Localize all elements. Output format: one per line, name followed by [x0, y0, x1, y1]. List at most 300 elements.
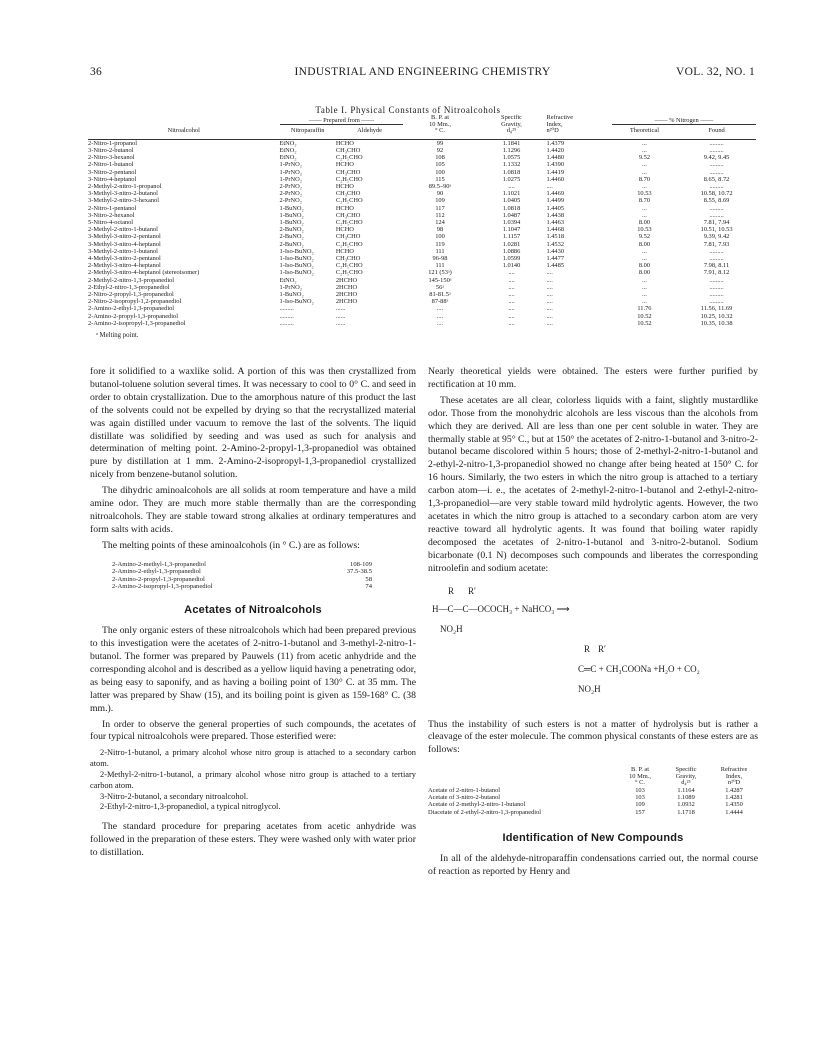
table-cell: C₂H₅CHO — [335, 219, 363, 227]
table-cell: 2-Methyl-2-nitro-1,3-propanediol — [88, 276, 175, 284]
eq-rp: R′ — [468, 585, 476, 596]
table-cell: 100 — [435, 233, 445, 241]
table-cell: .... — [508, 319, 515, 327]
table-cell: 2-PrNO₂ — [279, 183, 302, 190]
bp-header: B. P. at 10 Mm., ° C. — [629, 766, 651, 787]
table-cell: ... — [642, 146, 647, 154]
table-cell: 3-Nitro-4-heptanol — [88, 175, 137, 183]
table-cell: 56ᵃ — [435, 283, 445, 291]
table-footnote: ᵃ Melting point. — [96, 332, 139, 339]
table-row — [88, 197, 756, 204]
table-cell: 2-Nitro-2-isopropyl-1,2-propanediol — [88, 298, 182, 306]
table-cell: Diacetate of 2-ethyl-2-nitro-1,3-propanediol — [428, 808, 542, 816]
table-cell: ......... — [709, 247, 724, 255]
page-number: 36 — [90, 66, 103, 78]
paragraph: Nearly theoretical yields were obtained. The esters were further purified by rectification at 10 mm. — [428, 366, 758, 390]
table-cell: 3-Methyl-2-nitro-1-butanol — [88, 247, 158, 255]
table-cell: CH₃CHO — [335, 168, 361, 176]
table-cell: 1.0599 — [502, 255, 521, 263]
paragraph: These acetates are all clear, colorless liquids with a faint, slightly mustardlike odor. Those from the monohydric alcohols are less viscous than the alcohols from which they are derived. All are less than one per cent soluble in water. They are thermally stable at 95° C., but at 150° the acetates of 2-nitro-1-butanol and 3-nitro-2-butanol became discolored within 5 hours; those of 2-methyl-2-nitro-1-butanol and 2-ethyl-2-nitro-1,3-propanediol showed no change after being heated at 150° C. for 16 hours. Similarly, the two esters in which the nitro group is attached to a tertiary carbon atom—i. e., the acetates of 2-methyl-2-nitro-1-butanol and 2-ethyl-2-nitro-1,3-propanediol—are very stable toward mild hydrolytic agents. However, the two acetates in which the nitro group is attached to a secondary carbon atom are very reactive toward all hydrolytic agents. It was found that boiling water rapidly decomposed the acetates of 2-nitro-1-butanol and 3-nitro-2-butanol. Sodium bicarbonate (0.1 N) decomposes such compounds and liberates the corresponding nitroolefin and sodium acetate: — [428, 394, 758, 574]
table-cell: ... — [642, 298, 647, 306]
table-cell: 2-Methyl-3-nitro-4-heptanol (stereoisomer) — [88, 269, 200, 277]
table-cell: 5-Nitro-4-octanol — [88, 219, 134, 227]
table-cell: 8.00 — [638, 262, 651, 270]
table-cell: 3-Methyl-3-nitro-4-heptanol — [88, 240, 161, 248]
table-cell: 8.70 — [638, 175, 651, 183]
table-cell: 1.0275 — [502, 175, 521, 183]
table-cell: CH₃CHO — [335, 233, 361, 241]
table-row — [88, 219, 756, 226]
eq-no2b: NO₂H — [578, 683, 601, 694]
table-cell: CH₃CHO — [335, 146, 361, 154]
table-cell: 1.4444 — [725, 808, 743, 816]
nitroalcohol-header: Nitroalcohol — [167, 127, 200, 135]
table-cell: 1.4438 — [546, 211, 565, 219]
table-cell: 2-Methyl-2-nitro-1-propanol — [88, 183, 162, 190]
table-cell: 2HCHO — [335, 276, 358, 284]
table-cell: 145-150ᵃ — [428, 276, 452, 284]
table-cell: 1.4379 — [546, 139, 565, 147]
table-cell: 2HCHO — [335, 291, 358, 299]
table-cell: 7.81, 7.93 — [703, 240, 730, 248]
table-cell: HCHO — [335, 161, 354, 169]
paragraph: fore it solidified to a waxlike solid. A portion of this was then crystallized from butanol-toluene solution several times. It was necessary to cool to 0° C. and seed in order to obtain crystallization. Due to the amorphous nature of this product the last of the solvents could not be expelled by drying so that the recrystallized material was again distilled under vacuum to remove the last of the solvents. The liquid distillate was solidified by seeding and was used as such for analysis and determination of melting point. 2-Amino-2-propyl-1,3-propanediol was obtained pure by distillation at 1 mm. 2-Amino-2-isopropyl-1,3-propanediol crystallized nicely from benzene-butanol solution. — [90, 366, 416, 481]
table-row — [88, 241, 756, 248]
list-item: 2-Nitro-1-butanol, a primary alcohol whose nitro group is attached to a secondary carbon atom. — [90, 748, 416, 769]
table-cell: 1.0932 — [677, 801, 695, 809]
table-cell: 1-Iso-BuNO₂ — [279, 247, 314, 255]
table-cell: 10.53 — [637, 226, 652, 234]
table-cell: 1.4469 — [546, 190, 565, 198]
nitrogen-header: —— % Nitrogen —— — [612, 115, 756, 125]
table-cell: 108 — [435, 154, 445, 162]
table-row — [88, 233, 756, 240]
table-cell: 1-PrNO₂ — [279, 168, 302, 176]
table-cell: Acetate of 3-nitro-2-butanol — [428, 794, 501, 802]
table-cell: 1-Iso-BuNO₂ — [279, 255, 314, 263]
table-cell: 3-Methyl-3-nitro-2-pentanol — [88, 233, 161, 241]
table-row — [428, 794, 758, 801]
table-cell: 1-BuNO₂ — [279, 211, 304, 219]
table-cell: 8.65, 8.72 — [703, 175, 730, 183]
table-row — [88, 262, 756, 269]
table-cell: ... — [642, 139, 647, 147]
table-cell: 1.1164 — [677, 787, 695, 794]
table-cell: 2-Amino-2-propyl-1,3-propanediol — [88, 312, 178, 320]
table-cell: ......... — [279, 312, 294, 320]
volume-label: VOL. 32, NO. 1 — [676, 66, 755, 78]
table-cell: 1.4281 — [725, 794, 743, 802]
table-cell: HCHO — [335, 247, 354, 255]
table-cell: ... — [642, 283, 647, 291]
left-column — [90, 366, 416, 863]
table-cell: 1.0487 — [502, 211, 521, 219]
table-row — [428, 787, 758, 794]
table-cell: ......... — [709, 204, 724, 212]
table-cell: ... — [642, 204, 647, 212]
table-row — [88, 298, 756, 305]
table-cell: 10.52 — [637, 319, 652, 327]
table-cell: 1.4532 — [546, 240, 565, 248]
sg-header: Specific Gravity, d₄²⁵ — [501, 114, 522, 135]
table-cell: 1.4430 — [546, 247, 565, 255]
table-cell: 9.52 — [638, 233, 651, 241]
section-heading: Identification of New Compounds — [502, 831, 684, 844]
table-row — [88, 147, 756, 154]
table-cell: 1-Iso-BuNO₂ — [279, 298, 314, 306]
nitroalcohol-table — [88, 115, 756, 327]
table-row — [88, 183, 756, 190]
table-cell: 1.4390 — [546, 161, 565, 169]
table-cell: 124 — [435, 219, 445, 227]
table-cell: CH₃CHO — [335, 190, 361, 198]
eq-r: R — [448, 585, 455, 596]
table-cell: 3-Methyl-3-nitro-2-butanol — [88, 190, 158, 198]
eq-no2: NO₂H — [440, 623, 463, 634]
table-cell: 3-Nitro-2-butanol — [88, 146, 134, 154]
table-cell: 9.42, 9.45 — [703, 154, 730, 162]
table-cell: 3-Nitro-2-hexanol — [88, 211, 135, 219]
table-cell: 112 — [435, 211, 445, 219]
table-cell: HCHO — [335, 204, 354, 212]
table-cell: 2HCHO — [335, 298, 358, 306]
table-cell: ......... — [709, 291, 724, 299]
table-row — [88, 320, 756, 327]
table-cell: .... — [508, 276, 515, 284]
table-cell: 8.55, 8.69 — [703, 197, 730, 205]
table-cell: ...... — [335, 305, 346, 313]
table-cell: 1.0818 — [502, 168, 521, 176]
eq-line1: H—C—C—OCOCH₃ + NaHCO₃ ⟶ — [432, 603, 570, 614]
table-cell: 1.4468 — [546, 226, 565, 234]
table-cell: 11.56, 11.69 — [700, 305, 733, 313]
prepared-from-header: —— Prepared from —— — [280, 115, 404, 125]
table-cell: 1.4463 — [546, 219, 565, 227]
table-row — [428, 801, 758, 808]
table-cell: 1.0575 — [502, 154, 521, 162]
table-row — [88, 291, 756, 298]
table-cell: ......... — [709, 183, 724, 190]
table-cell: .... — [546, 276, 553, 284]
paragraph: Thus the instability of such esters is not a matter of hydrolysis but is rather a cleavage of the ester molecule. The common physical constants of these esters are as follows: — [428, 718, 758, 756]
table-cell: .... — [436, 305, 444, 313]
table-cell: 109 — [635, 801, 645, 809]
table-cell: 105 — [435, 161, 445, 169]
table-cell: 4-Methyl-3-nitro-2-pentanol — [88, 255, 161, 263]
table-cell: 1-PrNO₂ — [279, 175, 302, 183]
section-heading: Acetates of Nitroalcohols — [184, 604, 322, 617]
table-cell: 2-Nitro-1-butanol — [88, 161, 134, 169]
list-item: 2-Ethyl-2-nitro-1,3-propanediol, a typical nitroglycol. — [100, 802, 281, 812]
table-row — [88, 313, 756, 320]
table-row — [88, 161, 756, 168]
table-cell: 1.4419 — [546, 168, 565, 176]
table-cell: 100 — [435, 168, 445, 176]
table-cell: .... — [508, 312, 515, 320]
melting-point-list — [112, 561, 372, 591]
table-cell: ... — [642, 211, 647, 219]
table-row — [88, 190, 756, 197]
table-cell: 103 — [635, 787, 645, 794]
table-cell: 2-Amino-2-isopropyl-1,3-propanediol — [88, 319, 186, 327]
table-cell: 1.4485 — [546, 262, 565, 270]
paragraph: The only organic esters of these nitroalcohols which had been prepared previous to this investigation were the acetates of 2-nitro-1-butanol and 3-methyl-2-nitro-1-butanol. The former was prepared by Pauwels (11) from acetic anhydride and the corresponding alcohol and is described as a yellow liquid having a penetrating odor, as being easy to saponify, and as having a boiling point of 130° C. at 35 mm. The latter was prepared by Shaw (15), and its boiling point is given as 159-168° C. (38 mm.). — [90, 625, 416, 714]
table-cell: .... — [508, 305, 515, 313]
table-cell: 121 (53ᵃ) — [428, 269, 452, 277]
table-cell: 117 — [435, 204, 445, 212]
table-cell: 1-Iso-BuNO₂ — [279, 269, 314, 277]
table-cell: .... — [546, 305, 553, 313]
table-cell: 1.1332 — [502, 161, 521, 169]
table-cell: 1.1047 — [502, 226, 521, 234]
table-cell: 1.4287 — [725, 787, 743, 794]
table-cell: ......... — [709, 161, 724, 169]
list-item: 2-Methyl-2-nitro-1-butanol, a primary alcohol whose nitro group is attached to a tertiary carbon atom. — [90, 769, 416, 790]
table-cell: .... — [546, 183, 553, 190]
table-cell: 2-Nitro-1-propanol — [88, 139, 137, 147]
table-row — [88, 277, 756, 284]
table-cell: 1-PrNO₂ — [279, 283, 302, 291]
table-cell: 9.52 — [638, 154, 651, 162]
table-cell: C₂H₅CHO — [335, 269, 363, 277]
table-cell: 10.35, 10.38 — [700, 319, 733, 327]
table-cell: 2-Nitro-3-hexanol — [88, 154, 135, 162]
paragraph: The dihydric aminoalcohols are all solids at room temperature and have a mild amine odor. They are much more stable thermally than are the corresponding nitroalcohols. They are stable toward strong alkalies at ordinary temperatures and form salts with acids. — [90, 485, 416, 535]
table-cell: ... — [642, 276, 647, 284]
aldehyde-header: Aldehyde — [357, 127, 383, 135]
table-cell: 1.0281 — [502, 240, 521, 248]
table-cell: 2-Nitro-2-propyl-1,3-propanediol — [88, 291, 174, 299]
found-header: Found — [708, 127, 725, 135]
table-cell: 8.00 — [638, 269, 651, 277]
table-cell: 109 — [435, 197, 445, 205]
table-cell: .... — [546, 291, 553, 299]
table-cell: ......... — [709, 255, 724, 263]
table-row — [88, 154, 756, 161]
list-item: 3-Nitro-2-butanol, a secondary nitroalcohol. — [100, 791, 249, 801]
table-cell: ......... — [279, 305, 294, 313]
table-row — [88, 205, 756, 212]
table-cell: .... — [436, 319, 444, 327]
table-row — [88, 176, 756, 183]
table-cell: 111 — [435, 262, 445, 270]
table-cell: 1.1157 — [502, 233, 521, 241]
table-cell: 1.4420 — [546, 146, 565, 154]
table-cell: ... — [642, 183, 647, 190]
table-cell: 2-Methyl-3-nitro-4-heptanol — [88, 262, 161, 270]
table-cell: .... — [546, 283, 553, 291]
table-cell: CH₃CHO — [335, 255, 361, 263]
paragraph: The melting points of these aminoalcohols (in ° C.) are as follows: — [102, 539, 360, 551]
table-cell: 89.5–90ᵃ — [428, 183, 452, 190]
eq-line2: C═C + CH₃COONa +H₂O + CO₂ — [578, 663, 700, 674]
table-cell: 98 — [436, 226, 444, 234]
table-row — [88, 212, 756, 219]
table-row — [88, 305, 756, 312]
table-cell: ... — [642, 247, 647, 255]
table-cell: 1.0886 — [502, 247, 521, 255]
table-cell: C₂H₅CHO — [335, 175, 363, 183]
table-cell: ...... — [335, 319, 346, 327]
table-cell: 7.98, 8.11 — [703, 262, 730, 270]
table-cell: C₂H₅CHO — [335, 240, 363, 248]
table-cell: EtNO₂ — [279, 276, 297, 284]
table-cell: ......... — [709, 298, 724, 306]
table-cell: 1.4480 — [546, 154, 565, 162]
table-cell: ......... — [709, 276, 724, 284]
table-cell: CH₃CHO — [335, 211, 361, 219]
table-cell: 1-BuNO₂ — [279, 219, 304, 227]
eq-rp2: R′ — [598, 643, 606, 654]
table-cell: 2-BuNO₂ — [279, 226, 304, 234]
table-cell: 157 — [635, 808, 645, 816]
table-cell: 1.4499 — [546, 197, 565, 205]
table-cell: EtNO₂ — [279, 139, 297, 147]
table-caption: Table I. Physical Constants of Nitroalcohols — [315, 105, 501, 115]
table-cell: 103 — [635, 794, 645, 802]
table-cell: C₂H₅CHO — [335, 262, 363, 270]
table-cell: Acetate of 2-nitro-1-butanol — [428, 787, 501, 794]
table-cell: 96-98 — [432, 255, 448, 263]
eq-r2: R — [584, 643, 591, 654]
table-cell: 2-PrNO₂ — [279, 197, 302, 205]
table-cell: ... — [642, 255, 647, 263]
table-cell: 10.51, 10.53 — [700, 226, 733, 234]
table-cell: 2-BuNO₂ — [279, 233, 304, 241]
table-cell: ... — [642, 168, 647, 176]
table-cell: ...... — [335, 312, 346, 320]
table-cell: 92 — [436, 146, 444, 154]
table-cell: 119 — [435, 240, 445, 248]
table-cell: 3-Methyl-2-nitro-3-hexanol — [88, 197, 159, 205]
table-cell: 2-Ethyl-2-nitro-1,3-propanediol — [88, 283, 170, 291]
table-row — [88, 248, 756, 255]
table-cell: 2-BuNO₂ — [279, 240, 304, 248]
list-item: 2-Amino-2-isopropyl-1,3-propanediol 74 — [112, 582, 372, 590]
table-cell: .... — [508, 183, 515, 190]
nitroparaffin-header: Nitroparaffin — [290, 127, 325, 135]
ri-header: Refractive Index, n²⁰D — [720, 766, 748, 787]
list-item: 2-Amino-2-methyl-1,3-propanediol 108-109 — [112, 560, 372, 568]
right-column — [428, 366, 758, 882]
table-cell: HCHO — [335, 139, 354, 147]
table-row — [88, 226, 756, 233]
table-cell: 111 — [435, 247, 445, 255]
journal-title: INDUSTRIAL AND ENGINEERING CHEMISTRY — [294, 66, 551, 78]
table-cell: 11.76 — [637, 305, 652, 313]
table-cell: 87-88ᵃ — [431, 298, 449, 306]
table-cell: 1-Iso-BuNO₂ — [279, 262, 314, 270]
table-cell: HCHO — [335, 226, 354, 234]
table-cell: 7.91, 8.12 — [703, 269, 730, 277]
table-cell: 7.81, 7.94 — [703, 219, 730, 227]
list-item: 2-Amino-2-propyl-1,3-propanediol 58 — [112, 575, 372, 583]
table-cell: 90 — [436, 190, 444, 198]
table-row — [428, 809, 758, 816]
table-cell: 2-Nitro-1-pentanol — [88, 204, 137, 212]
esterified-list — [90, 748, 416, 813]
table-cell: 2-Methyl-2-nitro-1-butanol — [88, 226, 158, 234]
table-cell: 1.0394 — [502, 219, 521, 227]
table-cell: 10.53 — [637, 190, 652, 198]
table-cell: 1.4477 — [546, 255, 565, 263]
table-row — [88, 255, 756, 262]
table-cell: .... — [508, 291, 515, 299]
table-row — [88, 169, 756, 176]
table-row — [88, 139, 756, 147]
table-cell: EtNO₂ — [279, 146, 297, 154]
table-cell: 1.0818 — [502, 204, 521, 212]
table-row — [88, 269, 756, 276]
table-cell: HCHO — [335, 183, 354, 190]
table-cell: 2-PrNO₂ — [279, 190, 302, 198]
table-cell: .... — [546, 269, 553, 277]
table-cell: 1.0140 — [502, 262, 521, 270]
table-cell: 1.4405 — [546, 204, 565, 212]
table-cell: 1.4350 — [725, 801, 743, 809]
table-cell: ......... — [709, 283, 724, 291]
table-cell: .... — [546, 312, 553, 320]
table-cell: 3-Nitro-2-pentanol — [88, 168, 137, 176]
table-cell: ... — [642, 291, 647, 299]
list-item: 2-Amino-2-ethyl-1,3-propanediol 37.5-38.5 — [112, 568, 372, 576]
table-cell: .... — [508, 269, 515, 277]
table-cell: .... — [436, 312, 444, 320]
table-cell: C₂H₅CHO — [335, 197, 363, 205]
table-cell: 9.39, 9.42 — [703, 233, 730, 241]
table-cell: .... — [546, 298, 553, 306]
table-cell: .... — [546, 319, 553, 327]
table-cell: C₂H₅CHO — [335, 154, 363, 162]
table-cell: 10.58, 10.72 — [700, 190, 733, 198]
table-cell: 1.1718 — [677, 808, 695, 816]
table-cell: 1.1841 — [502, 139, 521, 147]
table-cell: ......... — [709, 211, 724, 219]
table-cell: 1.1021 — [502, 190, 521, 198]
table-cell: 99 — [436, 139, 444, 147]
table-cell: 1.4460 — [546, 175, 565, 183]
table-cell: 8.70 — [638, 197, 651, 205]
table-cell: 1-PrNO₂ — [279, 161, 302, 169]
table-cell: ......... — [709, 146, 724, 154]
table-cell: 2HCHO — [335, 283, 358, 291]
table-cell: 81-81.5ᵃ — [429, 291, 451, 299]
table-cell: 115 — [435, 175, 445, 183]
table-cell: 1-BuNO₂ — [279, 291, 304, 299]
table-cell: 10.52 — [637, 312, 652, 320]
bp-header: B. P. at 10 Mm., ° C. — [429, 114, 451, 135]
table-cell: 1.0405 — [502, 197, 521, 205]
table-cell: ......... — [279, 319, 294, 327]
table-cell: ......... — [709, 168, 724, 176]
table-cell: ... — [642, 161, 647, 169]
table-cell: .... — [508, 298, 515, 306]
table-cell: 1.1296 — [502, 146, 521, 154]
paragraph: In all of the aldehyde-nitroparaffin condensations carried out, the normal course of reaction as reported by Henry and — [428, 852, 758, 877]
table-cell: 8.00 — [638, 219, 651, 227]
sg-header: Specific Gravity, d₄²⁵ — [675, 766, 697, 787]
table-cell: ......... — [709, 139, 724, 147]
ri-header: Refractive Index, n²⁰D — [546, 114, 574, 135]
reaction-equation — [428, 579, 758, 719]
paragraph: In order to observe the general properties of such compounds, the acetates of four typical nitroalcohols were prepared. Those esterified were: — [90, 718, 416, 743]
theoretical-header: Theoretical — [629, 127, 659, 135]
table-cell: Acetate of 2-methyl-2-nitro-1-butanol — [428, 801, 526, 809]
table-row — [88, 284, 756, 291]
acetate-table — [428, 767, 758, 816]
table-cell: 1-BuNO₂ — [279, 204, 304, 212]
table-cell: 8.00 — [638, 240, 651, 248]
